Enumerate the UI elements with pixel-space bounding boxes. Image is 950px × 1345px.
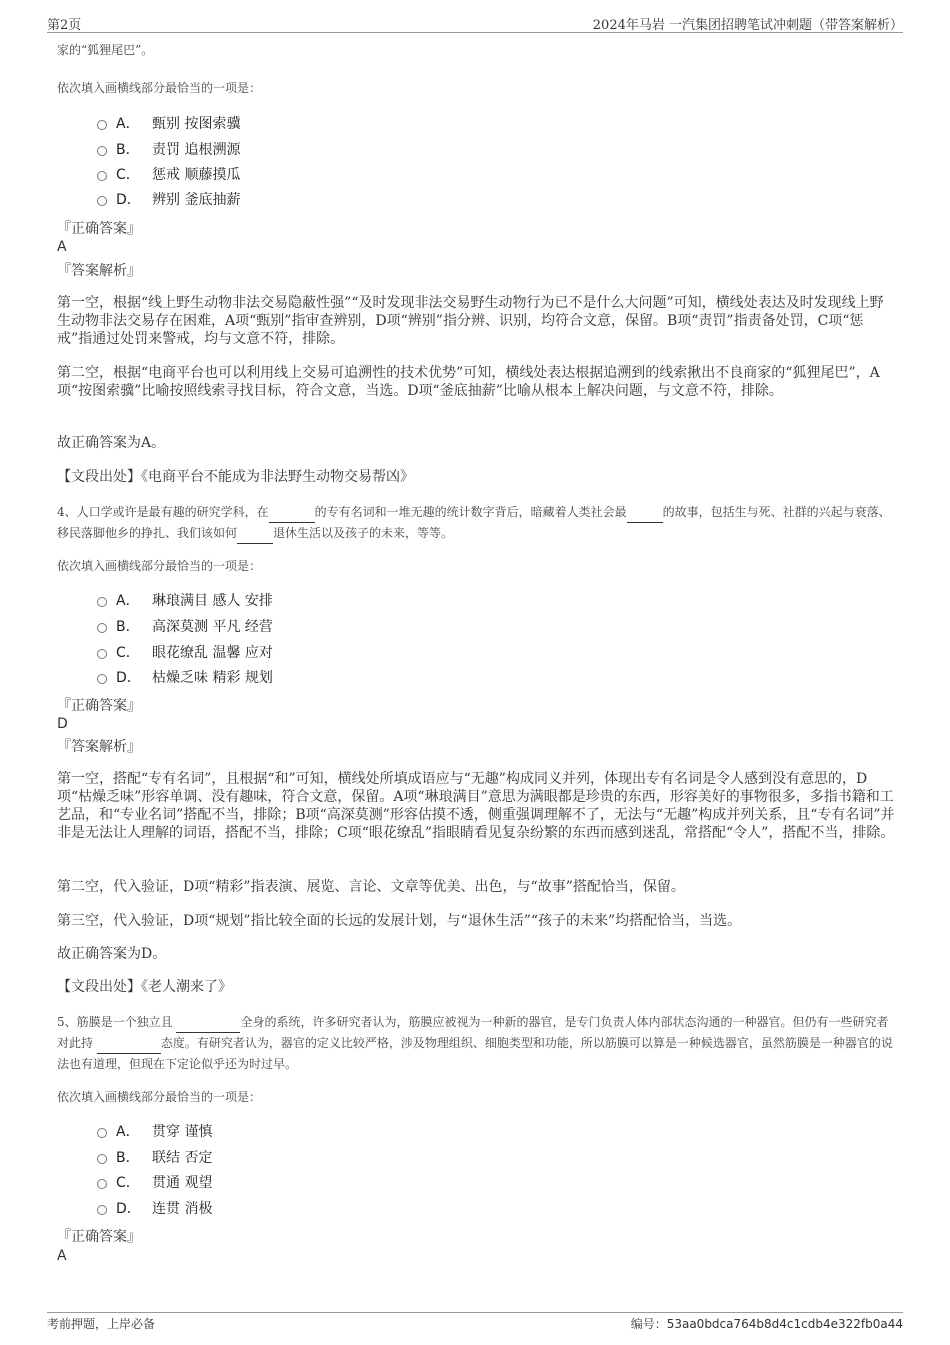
radio-icon[interactable]: [97, 1154, 107, 1164]
q4-analysis-heading: 『答案解析』: [57, 739, 141, 755]
blank: [627, 502, 663, 523]
q3-answer-heading: 『正确答案』: [57, 221, 141, 237]
radio-icon[interactable]: [97, 171, 107, 181]
radio-icon[interactable]: [97, 623, 107, 633]
q5-stem: 5、筋膜是一个独立且 全身的系统，许多研究者认为，筋膜应被视为一种新的器官，是专门负责人体内部状态沟通的一种器官。但仍有一些研究者对此持 态度。有研究者认为，器官的定义比较严格，涉及物理组织、细胞类型和功能，所以筋膜可以算是一种候选器官，虽然筋膜是一种器官的说法也有道理，但现在下定论似乎还为时过早。: [57, 1012, 897, 1074]
q4-analysis-p2: 第二空，代入验证，D项“精彩”指表演、展览、言论、文章等优美、出色，与“故事”搭配恰当，保留。: [57, 879, 685, 895]
q4-answer-heading: 『正确答案』: [57, 698, 141, 714]
q4-stem: 4、人口学或许是最有趣的研究学科，在 的专有名词和一堆无趣的统计数字背后，暗藏着人类社会最 的故事，包括生与死、社群的兴起与衰落、移民落脚他乡的挣扎、我们该如何 退休生活以及孩子的未来，等等。: [57, 502, 897, 544]
q3-answer: A: [57, 239, 67, 255]
q4-analysis-p1: 第一空，搭配“专有名词”，且根据“和”可知，横线处所填成语应与“无趣”构成同义并列，体现出专有名词是令人感到没有意思的，D项“枯燥乏味”形容单调、没有趣味，符合文意，保留。A项“琳琅满目”意思为满眼都是珍贵的东西，形容美好的事物很多，多指书籍和工艺品，和“专业名词”搭配不当，排除；B项“高深莫测”形容估摸不透，侧重强调理解不了，无法与“无趣”构成并列关系，且“专有名词”并非是无法让人理解的词语，搭配不当，排除；C项“眼花缭乱”指眼睛看见复杂纷繁的东西而感到迷乱，常搭配“令人”，搭配不当，排除。: [57, 771, 895, 841]
q4-answer: D: [57, 716, 68, 732]
footer-slogan: 考前押题，上岸必备: [47, 1317, 156, 1331]
q3-option-a[interactable]: A． 甄别 按图索骥: [97, 114, 240, 134]
blank: [97, 1033, 161, 1054]
q3-prompt: 依次填入画横线部分最恰当的一项是：: [57, 81, 262, 95]
q4-prompt: 依次填入画横线部分最恰当的一项是：: [57, 559, 262, 573]
document-id: 编号：53aa0bdca764b8d4c1cdb4e322fb0a44: [630, 1317, 903, 1331]
page-number: 第2页: [47, 18, 82, 33]
blank: [176, 1012, 240, 1033]
radio-icon[interactable]: [97, 1128, 107, 1138]
radio-icon[interactable]: [97, 1205, 107, 1215]
q4-option-d[interactable]: D． 枯燥乏味 精彩 规划: [97, 668, 273, 688]
q4-analysis-p3: 第三空，代入验证，D项“规划”指比较全面的长远的发展计划，与“退休生活”“孩子的未来”均搭配恰当，当选。: [57, 913, 742, 929]
blank: [237, 523, 273, 544]
q5-option-a[interactable]: A． 贯穿 谨慎: [97, 1122, 212, 1142]
q5-answer: A: [57, 1248, 67, 1264]
q3-analysis-p1: 第一空，根据“线上野生动物非法交易隐蔽性强”“及时发现非法交易野生动物行为已不是什么大问题”可知，横线处表达及时发现线上野生动物非法交易存在困难，A项“甄别”指审查辨别，D项“辨别”指分辨、识别，均符合文意，保留。B项“责罚”指责备处罚，C项“惩戒”指通过处罚来警戒，均与文意不符，排除。: [57, 295, 884, 347]
continued-text: 家的“狐狸尾巴”。: [57, 43, 154, 57]
q4-option-c[interactable]: C． 眼花缭乱 温馨 应对: [97, 643, 273, 663]
document-title: 2024年马岩 一汽集团招聘笔试冲刺题（带答案解析）: [592, 18, 903, 33]
q3-option-d[interactable]: D． 辨别 釜底抽薪: [97, 190, 240, 210]
q3-option-b[interactable]: B． 责罚 追根溯源: [97, 140, 240, 160]
q3-source: 【文段出处】《电商平台不能成为非法野生动物交易帮凶》: [57, 469, 414, 485]
radio-icon[interactable]: [97, 120, 107, 130]
page-footer: [47, 1312, 903, 1331]
radio-icon[interactable]: [97, 597, 107, 607]
q4-option-a[interactable]: A． 琳琅满目 感人 安排: [97, 591, 273, 611]
blank: [269, 502, 315, 523]
q5-option-d[interactable]: D． 连贯 消极: [97, 1199, 212, 1219]
radio-icon[interactable]: [97, 146, 107, 156]
radio-icon[interactable]: [97, 196, 107, 206]
radio-icon[interactable]: [97, 674, 107, 684]
q3-analysis-heading: 『答案解析』: [57, 263, 141, 279]
q5-option-c[interactable]: C． 贯通 观望: [97, 1173, 212, 1193]
q5-answer-heading: 『正确答案』: [57, 1229, 141, 1245]
q3-conclusion: 故正确答案为A。: [57, 435, 166, 451]
q3-analysis-p2: 第二空，根据“电商平台也可以利用线上交易可追溯性的技术优势”可知，横线处表达根据追溯到的线索揪出不良商家的“狐狸尾巴”，A项“按图索骥”比喻按照线索寻找目标，符合文意，当选。D项“釜底抽薪”比喻从根本上解决问题，与文意不符，排除。: [57, 365, 880, 399]
page-header: [47, 14, 903, 33]
q4-conclusion: 故正确答案为D。: [57, 946, 167, 962]
radio-icon[interactable]: [97, 1179, 107, 1189]
q5-option-b[interactable]: B． 联结 否定: [97, 1148, 212, 1168]
q3-option-c[interactable]: C． 惩戒 顺藤摸瓜: [97, 165, 240, 185]
q4-source: 【文段出处】《老人潮来了》: [57, 979, 232, 995]
q5-prompt: 依次填入画横线部分最恰当的一项是：: [57, 1090, 262, 1104]
radio-icon[interactable]: [97, 649, 107, 659]
q4-option-b[interactable]: B． 高深莫测 平凡 经营: [97, 617, 273, 637]
